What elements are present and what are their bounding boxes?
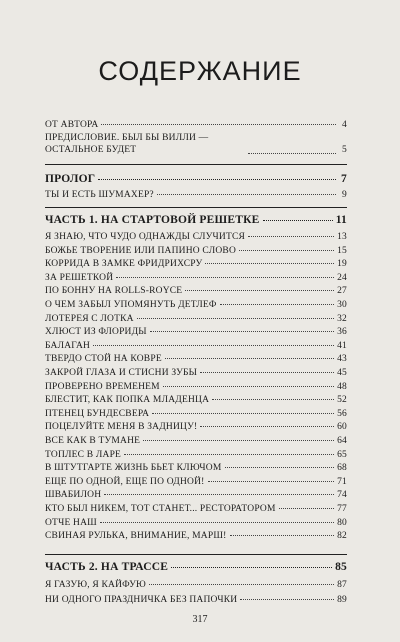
toc-entry	[45, 258, 347, 270]
toc-entry-title: СВИНАЯ РУЛЬКА, ВНИМАНИЕ, МАРШ!	[45, 531, 227, 542]
leader-dots	[185, 289, 334, 291]
toc-part-heading	[45, 173, 347, 185]
toc-part-page: 7	[341, 173, 347, 185]
toc-entry-page: 74	[337, 490, 347, 501]
toc-entry-title: Я ГАЗУЮ, Я КАЙФУЮ	[45, 580, 146, 590]
toc-entry	[45, 435, 347, 447]
leader-dots	[149, 583, 334, 585]
toc-part-page: 11	[335, 214, 347, 226]
toc-entry	[45, 119, 347, 131]
toc-entry-title: ТЫ И ЕСТЬ ШУМАХЕР?	[45, 190, 154, 200]
toc-entry-title: ПО БОННУ НА ROLLS-ROYCE	[45, 286, 183, 297]
toc-entry	[45, 340, 347, 352]
leader-dots	[157, 193, 336, 195]
toc-entry-title: БОЖЬЕ ТВОРЕНИЕ ИЛИ ПАПИНО СЛОВО	[45, 245, 237, 256]
toc-entry-page: 5	[342, 145, 347, 155]
toc-entry-page: 87	[337, 580, 347, 590]
toc-entry	[45, 326, 347, 338]
leader-dots	[200, 371, 334, 373]
leader-dots	[163, 385, 334, 387]
leader-dots	[137, 317, 334, 319]
toc-entry	[45, 503, 347, 515]
toc-entry-title: ЗАКРОЙ ГЛАЗА И СТИСНИ ЗУБЫ	[45, 368, 198, 378]
toc-entry-title: ПРОВЕРЕНО ВРЕМЕНЕМ	[45, 381, 160, 392]
toc-entry-page: 68	[337, 463, 347, 474]
toc-entry	[45, 367, 347, 379]
leader-dots	[208, 480, 335, 482]
toc-entry	[45, 462, 347, 474]
toc-entry	[45, 381, 347, 393]
leader-dots	[124, 453, 334, 455]
toc-entry-page: 30	[337, 300, 347, 310]
leader-dots	[100, 521, 334, 523]
toc-entry-page: 13	[337, 232, 347, 242]
toc-entry-title: ПРЕДИСЛОВИЕ. БЫЛ БЫ ВИЛЛИ — ОСТАЛЬНОЕ БУДЕТ	[45, 133, 209, 155]
toc-entry-title: БЛЕСТИТ, КАК ПОПКА МЛАДЕНЦА	[45, 395, 210, 406]
toc-entry	[45, 313, 347, 325]
toc-entry-page: 9	[342, 190, 347, 200]
toc-entry-page: 32	[337, 313, 347, 324]
leader-dots	[248, 235, 334, 237]
toc-entry-page: 56	[337, 408, 347, 419]
toc-entry-page: 71	[337, 476, 347, 487]
leader-dots	[279, 507, 334, 509]
toc-entry-title: ХЛЮСТ ИЗ ФЛОРИДЫ	[45, 327, 147, 338]
leader-dots	[143, 439, 334, 441]
toc-part-heading	[45, 561, 347, 573]
leader-dots	[225, 466, 335, 468]
toc-entry	[45, 489, 347, 501]
toc-entry-title: В ШТУТГАРТЕ ЖИЗНЬ БЬЕТ КЛЮЧОМ	[45, 463, 222, 474]
toc-entry-page: 41	[337, 340, 347, 351]
toc-entry-page: 45	[337, 368, 347, 378]
leader-dots	[212, 398, 334, 400]
leader-dots	[150, 330, 334, 332]
toc-part-title: ЧАСТЬ 2. НА ТРАССЕ	[45, 561, 169, 573]
section-divider	[45, 164, 347, 165]
toc-entry	[45, 530, 347, 542]
toc-entry-page: 36	[337, 327, 347, 338]
toc-entry-title: ТВЕРДО СТОЙ НА КОВРЕ	[45, 354, 162, 365]
section-divider	[45, 554, 347, 555]
toc-entry	[45, 132, 347, 156]
leader-dots	[220, 303, 334, 305]
toc-entry-title: О ЧЕМ ЗАБЫЛ УПОМЯНУТЬ ДЕТЛЕФ	[45, 300, 217, 310]
toc-entry-page: 52	[337, 395, 347, 406]
toc-entry-title: НИ ОДНОГО ПРАЗДНИЧКА БЕЗ ПАПОЧКИ	[45, 595, 238, 605]
toc-entry-page: 27	[337, 286, 347, 297]
toc-entry-page: 82	[337, 531, 347, 542]
toc-entry-page: 19	[337, 259, 347, 270]
leader-dots	[263, 219, 333, 221]
toc-entry-page: 43	[337, 354, 347, 365]
toc-entry-title: ТОПЛЕС В ЛАРЕ	[45, 449, 122, 460]
page-number: 317	[192, 614, 208, 625]
toc-entry-title: БАЛАГАН	[45, 340, 91, 351]
toc-entry	[45, 231, 347, 243]
toc-entry	[45, 594, 347, 606]
toc-entry-title: ПОЦЕЛУЙТЕ МЕНЯ В ЗАДНИЦУ!	[45, 422, 198, 433]
leader-dots	[104, 493, 334, 495]
toc-entry-title: ШВАБИЛОН	[45, 490, 102, 501]
leader-dots	[152, 412, 334, 414]
leader-dots	[248, 152, 336, 154]
toc-part-title: ЧАСТЬ 1. НА СТАРТОВОЙ РЕШЕТКЕ	[45, 214, 260, 226]
toc-entry	[45, 245, 347, 257]
toc-entry	[45, 517, 347, 529]
leader-dots	[98, 178, 336, 180]
toc-entry	[45, 394, 347, 406]
toc-entry-page: 80	[337, 517, 347, 528]
toc-entry-title: ЕЩЕ ПО ОДНОЙ, ЕЩЕ ПО ОДНОЙ!	[45, 476, 205, 487]
toc-part-page: 85	[335, 561, 347, 573]
leader-dots	[165, 357, 334, 359]
toc-entry-page: 4	[342, 120, 347, 130]
toc-entry-title: ПТЕНЕЦ БУНДЕСВЕРА	[45, 408, 150, 419]
toc-entry-page: 24	[337, 272, 347, 283]
leader-dots	[200, 425, 334, 427]
toc-entry	[45, 421, 347, 433]
toc-entry-page: 77	[337, 504, 347, 514]
leader-dots	[116, 276, 334, 278]
toc-entry	[45, 189, 347, 201]
toc-entry	[45, 299, 347, 311]
toc-part-heading	[45, 214, 347, 226]
toc-entry-title: ОТ АВТОРА	[45, 120, 99, 130]
section-divider	[45, 207, 347, 208]
leader-dots	[93, 344, 334, 346]
toc-entry-page: 48	[337, 381, 347, 392]
toc-entry	[45, 272, 347, 284]
toc-entry-title: КТО БЫЛ НИКЕМ, ТОТ СТАНЕТ... РЕСТОРАТОРОМ	[45, 504, 276, 514]
toc-entry	[45, 353, 347, 365]
leader-dots	[171, 566, 332, 568]
toc-entry-title: ЗА РЕШЕТКОЙ	[45, 272, 114, 283]
toc-entry-page: 89	[337, 595, 347, 605]
toc-entry-title: ЛОТЕРЕЯ С ЛОТКА	[45, 313, 134, 324]
toc-entry-page: 65	[337, 449, 347, 460]
toc-entry-page: 15	[337, 245, 347, 256]
toc-entry	[45, 476, 347, 488]
leader-dots	[205, 262, 334, 264]
leader-dots	[239, 249, 334, 251]
toc-entry-title: ОТЧЕ НАШ	[45, 517, 97, 528]
toc-entry	[45, 579, 347, 591]
toc-entry	[45, 449, 347, 461]
toc-entry-page: 60	[337, 422, 347, 433]
leader-dots	[101, 123, 336, 125]
toc-entry-title: Я ЗНАЮ, ЧТО ЧУДО ОДНАЖДЫ СЛУЧИТСЯ	[45, 232, 246, 242]
toc-entry	[45, 408, 347, 420]
toc-entry	[45, 285, 347, 297]
page-title: СОДЕРЖАНИЕ	[98, 56, 302, 86]
leader-dots	[230, 534, 335, 536]
leader-dots	[240, 598, 334, 600]
toc-entry-title: КОРРИДА В ЗАМКЕ ФРИДРИХСРУ	[45, 259, 203, 270]
toc-part-title: ПРОЛОГ	[45, 173, 96, 185]
toc-entry-page: 64	[337, 436, 347, 446]
toc-entry-title: ВСЕ КАК В ТУМАНЕ	[45, 436, 141, 446]
